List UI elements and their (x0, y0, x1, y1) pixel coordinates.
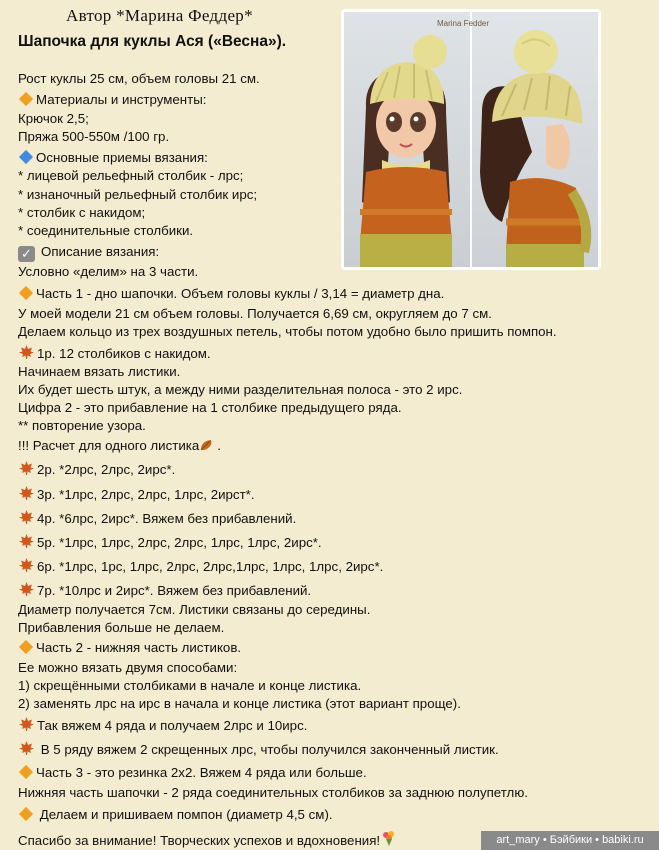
text-line (18, 601, 370, 618)
line-text: Начинаем вязать листики. (18, 364, 181, 379)
doll-front-photo (344, 12, 470, 267)
line-text: Материалы и инструменты: (36, 92, 207, 107)
line-text: Крючок 2,5; (18, 111, 89, 126)
text-line (18, 222, 193, 239)
line-punctuation: . (217, 438, 221, 453)
photo-watermark: Marina Fedder (437, 19, 490, 28)
text-line (18, 764, 367, 781)
text-line (18, 149, 208, 166)
text-line (18, 381, 462, 398)
orange-diamond-icon (19, 765, 33, 779)
line-text: * лицевой рельефный столбик - лрс; (18, 168, 244, 183)
maple-leaf-icon (18, 535, 37, 550)
author-line: Автор *Марина Феддер* (66, 6, 253, 25)
text-line (18, 323, 557, 340)
line-text: 7р. *10лрс и 2ирс*. Вяжем без прибавлений. (37, 583, 312, 598)
maple-leaf-icon (18, 718, 37, 733)
maple-leaf-icon (18, 742, 37, 757)
text-line (18, 263, 198, 280)
text-line (18, 91, 207, 108)
orange-diamond-icon (19, 807, 33, 821)
page-title: Шапочка для куклы Ася («Весна»). (18, 33, 287, 50)
fallen-leaf-icon (199, 438, 217, 453)
text-line (18, 557, 383, 575)
text-line (18, 344, 211, 362)
line-text: Нижняя часть шапочки - 2 ряда соединительных столбиков за заднюю полупетлю. (18, 785, 528, 800)
line-text: Пряжа 500-550м /100 гр. (18, 129, 170, 144)
line-text: 4р. *6лрс, 2ирс*. Вяжем без прибавлений. (37, 511, 297, 526)
line-text: Часть 3 - это резинка 2х2. Вяжем 4 ряда или больше. (36, 765, 367, 780)
line-text: * столбик с накидом; (18, 205, 146, 220)
maple-leaf-icon (18, 462, 37, 477)
text-line (18, 399, 402, 416)
text-line (18, 695, 461, 712)
line-text: Часть 2 - нижняя часть листиков. (36, 640, 242, 655)
line-text: Основные приемы вязания: (36, 150, 208, 165)
text-line (18, 716, 307, 734)
line-text: У моей модели 21 см объем головы. Получается 6,69 см, округляем до 7 см. (18, 306, 492, 321)
text-line (18, 417, 146, 434)
line-text: * изнаночный рельефный столбик ирс; (18, 187, 258, 202)
line-text: 1р. 12 столбиков с накидом. (37, 346, 211, 361)
line-text: Часть 1 - дно шапочки. Объем головы куклы / 3,14 = диаметр дна. (36, 286, 445, 301)
line-text: 2р. *2лрс, 2лрс, 2ирс*. (37, 462, 176, 477)
photo-collage (341, 9, 601, 270)
line-text: Делаем и пришиваем помпон (диаметр 4,5 см). (36, 807, 333, 822)
line-text: Делаем кольцо из трех воздушных петель, чтобы потом удобно было пришить помпон. (18, 324, 557, 339)
maple-leaf-icon (18, 559, 37, 574)
text-line (18, 639, 241, 656)
text-line (18, 485, 255, 503)
line-text: 5р. *1лрс, 1лрс, 2лрс, 2лрс, 1лрс, 1лрс, 2ирс*. (37, 535, 322, 550)
line-text: Условно «делим» на 3 части. (18, 264, 199, 279)
line-text: Прибавления больше не делаем. (18, 620, 225, 635)
line-text: В 5 ряду вяжем 2 скрещенных лрс, чтобы получился законченный листик. (37, 742, 499, 757)
line-text: Цифра 2 - это прибавление на 1 столбике предыдущего ряда. (18, 400, 402, 415)
text-line (18, 305, 492, 322)
text-line (18, 830, 400, 849)
site-footer: art_mary • Бэйбики • babiki.ru (481, 831, 659, 850)
line-text: Их будет шесть штук, а между ними разделительная полоса - это 2 ирс. (18, 382, 463, 397)
text-line (18, 533, 322, 551)
text-line (18, 243, 159, 262)
text-line (18, 128, 169, 145)
text-line (18, 740, 499, 758)
blue-diamond-icon (19, 150, 33, 164)
line-text: Ее можно вязать двумя способами: (18, 660, 238, 675)
orange-diamond-icon (19, 286, 33, 300)
text-line (18, 619, 224, 636)
line-text: 1) скрещёнными столбиками в начале и конце листика. (18, 678, 362, 693)
maple-leaf-icon (18, 511, 37, 526)
text-line (18, 363, 180, 380)
orange-diamond-icon (19, 640, 33, 654)
text-line (18, 167, 243, 184)
text-line (18, 784, 528, 801)
maple-leaf-icon (18, 583, 37, 598)
text-line (18, 70, 260, 87)
line-text: ** повторение узора. (18, 418, 146, 433)
line-text: 3р. *1лрс, 2лрс, 2лрс, 1лрс, 2ирст*. (37, 487, 255, 502)
maple-leaf-icon (18, 487, 37, 502)
text-line (18, 110, 89, 127)
text-line (18, 186, 257, 203)
line-text: * соединительные столбики. (18, 223, 194, 238)
text-line (18, 437, 221, 454)
text-line (18, 460, 175, 478)
line-text: Описание вязания: (41, 244, 160, 259)
doll-side-photo (472, 12, 598, 267)
text-line (18, 659, 237, 676)
line-text: Диаметр получается 7см. Листики связаны до середины. (18, 602, 371, 617)
text-line (18, 285, 444, 302)
orange-diamond-icon (19, 92, 33, 106)
line-text: Так вяжем 4 ряда и получаем 2лрс и 10ирс. (37, 718, 308, 733)
text-line (18, 806, 333, 823)
text-line (18, 581, 311, 599)
bouquet-icon (380, 833, 400, 848)
line-text: Спасибо за внимание! Творческих успехов и вдохновения! (18, 833, 381, 848)
text-line (18, 677, 361, 694)
text-line (18, 204, 145, 221)
line-text: 2) заменять лрс на ирс в начала и конце листика (этот вариант проще). (18, 696, 461, 711)
maple-leaf-icon (18, 346, 37, 361)
line-text: Рост куклы 25 см, объем головы 21 см. (18, 71, 260, 86)
line-text: !!! Расчет для одного листика (18, 438, 200, 453)
line-text: 6р. *1лрс, 1рс, 1лрс, 2лрс, 2лрс,1лрс, 1лрс, 1лрс, 2ирс*. (37, 559, 384, 574)
text-line (18, 509, 296, 527)
checkbox-icon: ✓ (18, 246, 35, 262)
